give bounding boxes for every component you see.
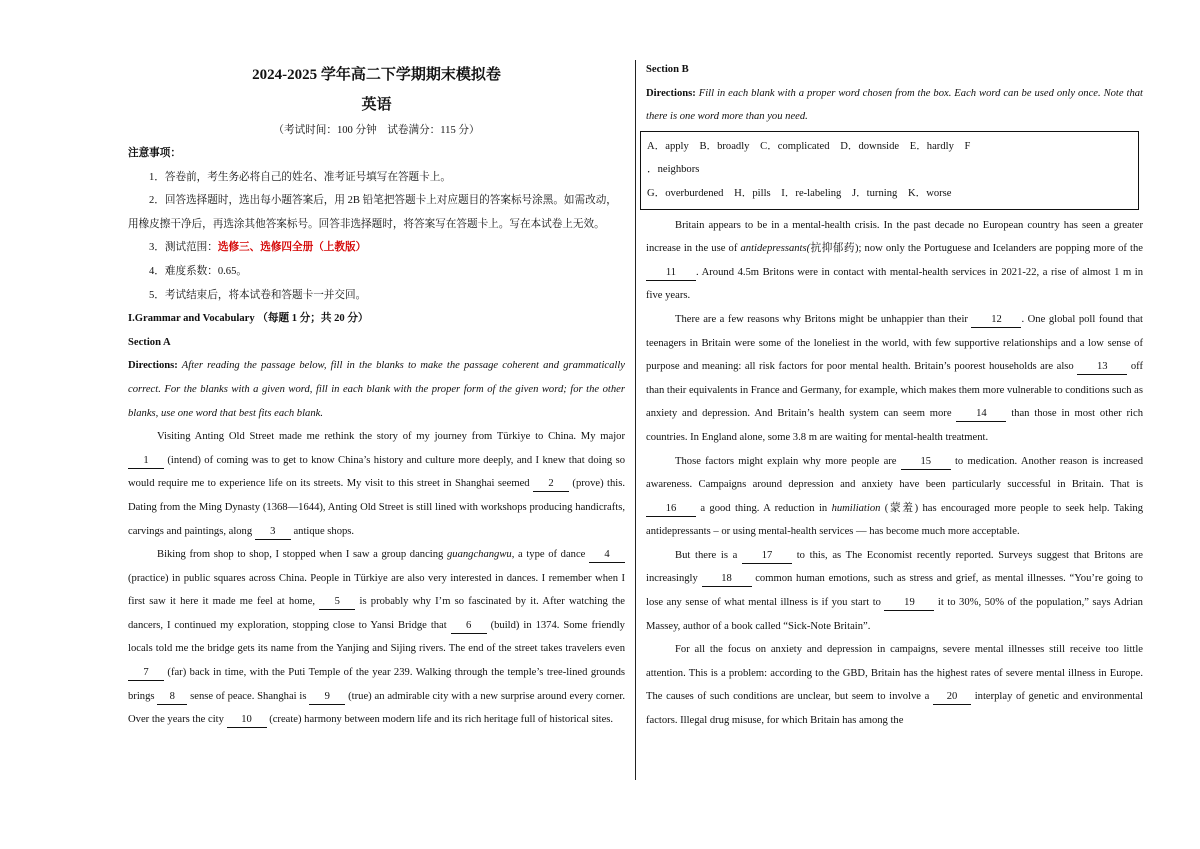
- notice-item-3-label: 3．测试范围：: [149, 242, 218, 254]
- section-b-directions: [646, 82, 1143, 129]
- blank-8[interactable]: 8: [157, 690, 187, 705]
- passage-text: sense of peace. Shanghai is: [187, 690, 310, 702]
- option-f-letter: F: [964, 140, 971, 152]
- passage-text: (build) in 1374. Some friendly locals told me the bridge gets its name from the Yanjing and Sijing rivers. The end of the street takes travelers even: [128, 619, 625, 655]
- word-box-row-2: [647, 158, 1132, 182]
- passage-b-paragraph-4: [646, 544, 1143, 638]
- passage-text: Those factors might explain why more people are: [675, 455, 901, 467]
- blank-10[interactable]: 10: [227, 713, 267, 728]
- word-box: [640, 131, 1139, 210]
- blank-18[interactable]: 18: [702, 572, 752, 587]
- passage-italic: antidepressants(: [740, 243, 811, 255]
- passage-text: than those in most other rich countries. In England alone, some 3.8 m are waiting for mental-health treatment.: [646, 408, 1143, 443]
- section-a-heading: Section A: [128, 336, 171, 348]
- option-a: A．apply: [647, 140, 689, 152]
- option-k: K．worse: [907, 187, 952, 199]
- passage-text: common human emotions, such as stress and grief, as mental illnesses. “You’re going to lose any sense of what mental illness is if you start to: [646, 573, 1143, 609]
- word-box-row-1: [647, 135, 1132, 159]
- left-column: [128, 58, 625, 732]
- blank-5[interactable]: 5: [319, 595, 355, 610]
- blank-16[interactable]: 16: [646, 502, 696, 517]
- passage-text: , a type of dance: [511, 549, 589, 561]
- passage-text: is probably why I’m so fascinated by it. After watching the dancers, I continued my exploration, stopping close to Yansi Bridge that: [128, 596, 625, 631]
- passage-text: Biking from shop to shop, I stopped when I saw a group dancing: [157, 549, 447, 561]
- option-e: E．hardly: [909, 140, 954, 152]
- notice-item-3: [128, 236, 625, 260]
- option-f: ．neighbors: [647, 164, 700, 176]
- blank-11[interactable]: 11: [646, 266, 696, 281]
- passage-text: (prove) this. Dating from the Ming Dynasty (1368—1644), Anting Old Street is still lined with workshops producing handicrafts, carvings and paintings, along: [128, 478, 625, 537]
- notice-item-2: 2．回答选择题时，选出每小题答案后，用 2B 铅笔把答题卡上对应题目的答案标号涂黑。如需改动，用橡皮擦干净后，再选涂其他答案标号。回答非选择题时，将答案写在答题卡上。写在本试卷上无效。: [128, 195, 617, 230]
- passage-text: (practice) in public squares across China. People in Türkiye are also very interested in dances. I remember when I first saw it here it made me feel at home,: [128, 572, 625, 608]
- section-a-directions: [128, 354, 625, 425]
- test-scope: 选修三、选修四全册（上教版）: [217, 242, 367, 254]
- passage-text: a good thing. A reduction in: [696, 502, 832, 514]
- option-b: B．broadly: [699, 140, 750, 152]
- passage-italic: guangchangwu: [446, 549, 512, 561]
- option-j: J．turning: [851, 187, 898, 199]
- section-b-heading: Section B: [646, 64, 689, 75]
- blank-20[interactable]: 20: [933, 690, 971, 705]
- passage-text: (true) an admirable city with a new surprise around every corner. Over the years the city: [128, 690, 625, 726]
- passage-b-paragraph-5: [646, 638, 1143, 732]
- blank-2[interactable]: 2: [533, 477, 569, 492]
- directions-text: After reading the passage below, fill in the blanks to make the passage coherent and grammatically correct. For the blanks with a given word, fill in each blank with the proper form of the given word; for the other blanks, use one word that best fits each blank.: [128, 360, 625, 419]
- blank-12[interactable]: 12: [971, 313, 1021, 328]
- blank-1[interactable]: 1: [128, 454, 164, 469]
- blank-14[interactable]: 14: [956, 407, 1006, 422]
- passage-text: Britain appears to be in a mental-health crisis. In the past decade no European country has seen a greater increase in the use of: [646, 219, 1143, 255]
- word-box-row-3: [647, 182, 1132, 206]
- passage-a-paragraph-1: [128, 425, 625, 543]
- passage-text: (蒙羞) has encouraged more people to seek help. Taking antidepressants – or using mental-health services — has become much more acceptable.: [646, 502, 1143, 538]
- passage-text: For all the focus on anxiety and depression in campaigns, severe mental illnesses still receive too little attention. This is a problem: according to the GBD, Britain has the highest rates of severe mental illness in Europe. The causes of such conditions are unclear, but seem to involve a: [646, 644, 1143, 703]
- blank-4[interactable]: 4: [589, 548, 625, 563]
- part-heading: I.Grammar and Vocabulary （每题 1 分；共 20 分）: [128, 313, 369, 325]
- passage-text: to this, as The Economist recently reported. Surveys suggest that Britons are increasingly: [646, 549, 1143, 585]
- directions-text: Fill in each blank with a proper word chosen from the box. Each word can be used only once. Note that there is one word more than you need.: [646, 87, 1143, 123]
- option-c: C．complicated: [760, 140, 830, 152]
- notice-item-1: 1．答卷前，考生务必将自己的姓名、准考证号填写在答题卡上。: [149, 171, 451, 183]
- notice-item-4: 4．难度系数：0.65。: [149, 265, 247, 277]
- option-g: G．overburdened: [647, 187, 724, 199]
- blank-17[interactable]: 17: [742, 549, 792, 564]
- directions-label: Directions:: [646, 87, 696, 99]
- passage-text: (create) harmony between modern life and its rich heritage full of historical sites.: [266, 714, 614, 726]
- blank-15[interactable]: 15: [901, 455, 951, 470]
- column-divider: [635, 60, 636, 780]
- notice-item-5: 5．考试结束后，将本试卷和答题卡一并交回。: [149, 289, 367, 301]
- passage-italic: humiliation: [831, 502, 881, 514]
- passage-text: interplay of genetic and environmental factors. Illegal drug misuse, for which Britain has among the: [646, 691, 1143, 727]
- blank-19[interactable]: 19: [884, 596, 934, 611]
- option-i: I．re-labeling: [781, 187, 842, 199]
- passage-text: (far) back in time, with the Puti Temple of the year 239. Walking through the temple’s tree-lined grounds brings: [128, 667, 625, 702]
- passage-text: it to 30%, 50% of the population,” says Adrian Massey, author of a book called “Sick-Note Britain”.: [646, 597, 1143, 632]
- blank-13[interactable]: 13: [1077, 360, 1127, 375]
- passage-text: . One global poll found that teenagers in Britain were some of the loneliest in the world, with few supportive relationships and a low sense of purpose and meaning: all risk factors for poor mental health. Britain’s poorest households are also: [646, 313, 1143, 373]
- passage-text: . Around 4.5m Britons were in contact with mental-health services in 2021-22, a rise of almost 1 m in five years.: [646, 266, 1143, 302]
- passage-a-paragraph-2: [128, 543, 625, 732]
- option-d: D．downside: [840, 140, 900, 152]
- blank-9[interactable]: 9: [309, 690, 345, 705]
- passage-text: Visiting Anting Old Street made me rethink the story of my journey from Türkiye to China. My major: [157, 431, 625, 443]
- blank-3[interactable]: 3: [255, 525, 291, 540]
- option-h: H．pills: [734, 187, 771, 199]
- passage-text: There are a few reasons why Britons might be unhappier than their: [675, 313, 972, 325]
- passage-b-paragraph-2: [646, 308, 1143, 450]
- passage-text: off than their equivalents in France and Germany, for example, which makes them more vulnerable to conditions such as anxiety and depression. And Britain’s health system can seem more: [646, 361, 1143, 420]
- directions-label: Directions:: [128, 360, 178, 372]
- exam-title: 2024-2025 学年高二下学期期末模拟卷: [252, 67, 501, 83]
- notice-heading: 注意事项：: [128, 148, 181, 159]
- passage-b-paragraph-3: [646, 450, 1143, 544]
- exam-info: （考试时间：100 分钟 试卷满分：115 分）: [273, 125, 480, 136]
- passage-b-paragraph-1: [646, 214, 1143, 308]
- passage-text: antique shops.: [290, 525, 355, 537]
- passage-text: But there is a: [675, 549, 743, 561]
- blank-6[interactable]: 6: [451, 619, 487, 634]
- passage-text: 抗抑郁药); now only the Portuguese and Icelanders are popping more of the: [810, 243, 1143, 255]
- blank-7[interactable]: 7: [128, 666, 164, 681]
- right-column: [646, 58, 1143, 733]
- passage-text: to medication. Another reason is increased awareness. Campaigns around depression and anxiety have been particularly successful in Britain. That is: [646, 455, 1144, 491]
- passage-text: (intend) of coming was to get to know China’s history and culture more deeply, and I knew that doing so would require me to experience life on its streets. My visit to this street in Shanghai seemed: [128, 454, 625, 490]
- subject-title: 英语: [361, 97, 392, 113]
